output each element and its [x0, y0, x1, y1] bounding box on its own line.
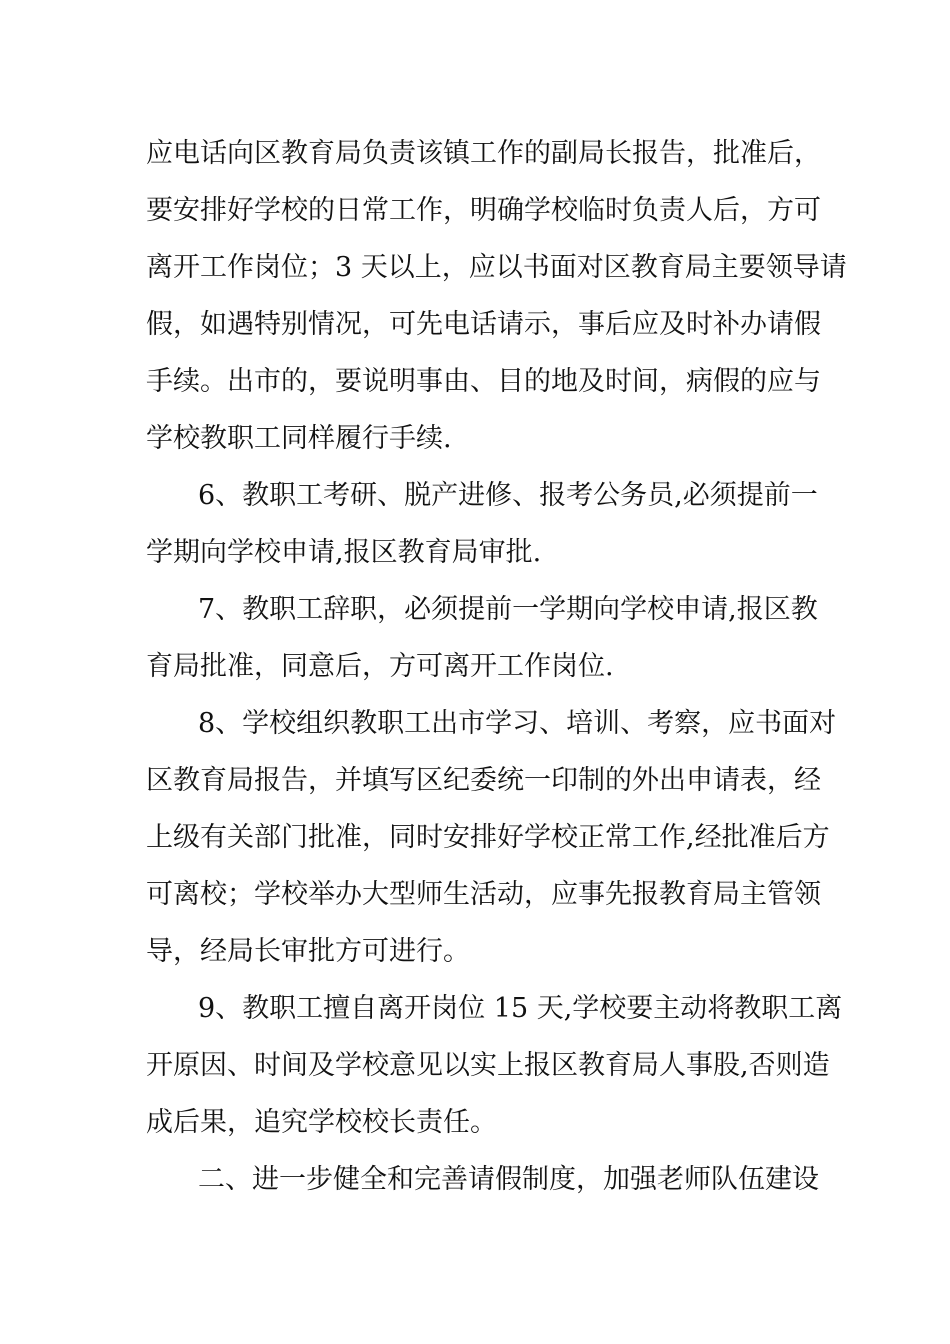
- text-line: 离开工作岗位；3 天以上，应以书面对区教育局主要领导请: [146, 252, 847, 283]
- paragraph-item-9: 9、教职工擅自离开岗位 15 天,学校要主动将教职工离: [198, 993, 843, 1024]
- text-line: 可离校；学校举办大型师生活动，应事先报教育局主管领: [146, 879, 821, 910]
- text-line: 上级有关部门批准，同时安排好学校正常工作,经批准后方: [146, 822, 830, 853]
- text-line: 应电话向区教育局负责该镇工作的副局长报告，批准后，: [146, 138, 821, 169]
- text-line: 区教育局报告，并填写区纪委统一印制的外出申请表，经: [146, 765, 821, 796]
- text-line: 要安排好学校的日常工作，明确学校临时负责人后，方可: [146, 195, 821, 226]
- paragraph-item-7: 7、教职工辞职，必须提前一学期向学校申请,报区教: [198, 594, 818, 625]
- text-line: 学期向学校申请,报区教育局审批.: [146, 537, 542, 568]
- text-line: 手续。出市的，要说明事由、目的地及时间，病假的应与: [146, 366, 821, 397]
- text-line: 学校教职工同样履行手续.: [146, 423, 452, 454]
- text-line: 成后果，追究学校校长责任。: [146, 1107, 497, 1138]
- text-line: 育局批准，同意后，方可离开工作岗位.: [146, 651, 614, 682]
- paragraph-item-6: 6、教职工考研、脱产进修、报考公务员,必须提前一: [198, 480, 818, 511]
- text-line: 开原因、时间及学校意见以实上报区教育局人事股,否则造: [146, 1050, 830, 1081]
- text-line: 导，经局长审批方可进行。: [146, 936, 470, 967]
- paragraph-item-8: 8、学校组织教职工出市学习、培训、考察，应书面对: [198, 708, 837, 739]
- section-heading: 二、进一步健全和完善请假制度，加强老师队伍建设: [198, 1164, 819, 1195]
- text-line: 假，如遇特别情况，可先电话请示，事后应及时补办请假: [146, 309, 821, 340]
